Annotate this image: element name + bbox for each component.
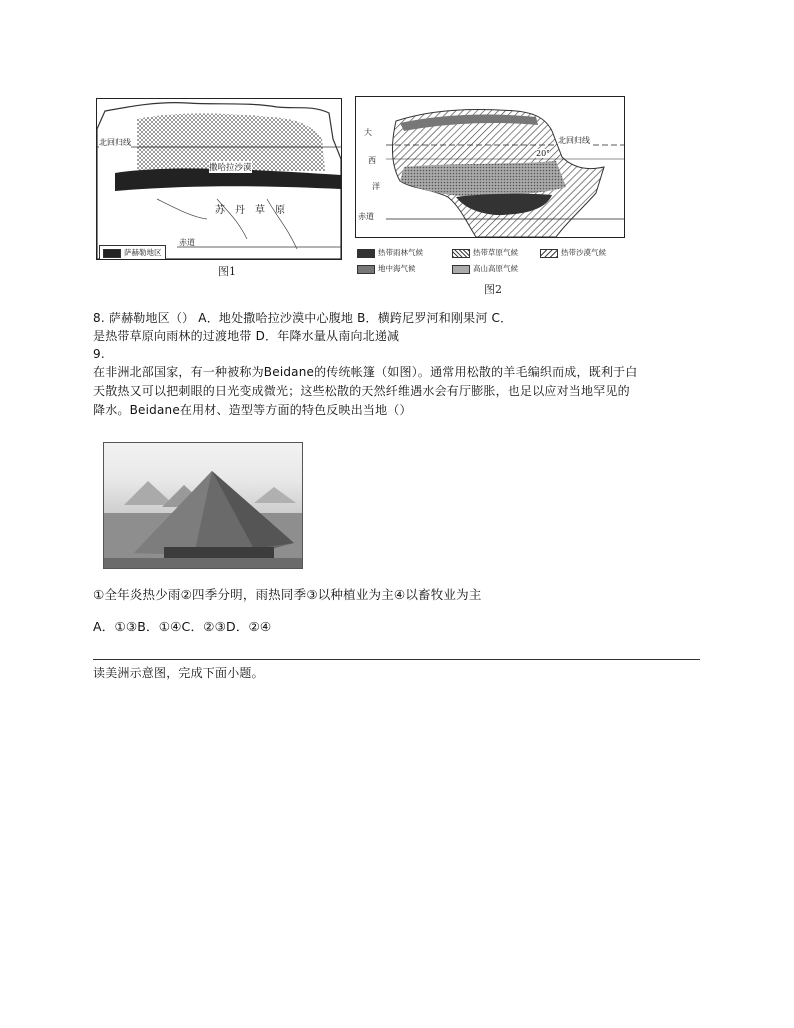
legend-label: 热带雨林气候 xyxy=(378,248,423,257)
legend-desert xyxy=(540,247,606,258)
question9-options: A．①③B．①④C．②③D．②④ xyxy=(93,619,272,634)
equator-label: 赤道 xyxy=(179,238,195,247)
legend-mediterranean xyxy=(357,263,416,274)
tent-illustration xyxy=(104,443,302,568)
legend-savanna xyxy=(452,247,518,258)
next-section-instruction: 读美洲示意图，完成下面小题。 xyxy=(93,666,264,680)
tropic-label: 北回归线 xyxy=(99,138,131,147)
legend-label: 热带沙漠气候 xyxy=(561,248,606,257)
desert-label: 撒哈拉沙漠 xyxy=(209,163,252,173)
question9-line2: 天散热又可以把刺眼的日光变成微光；这些松散的天然纤维遇水会有厅膨胀，也足以应对当地罕见的 xyxy=(93,384,630,398)
legend-highland xyxy=(452,263,518,274)
lat20-label: 20° xyxy=(536,149,551,158)
sahel-swatch xyxy=(103,249,121,258)
figure1-map xyxy=(96,98,342,260)
ocean-label-1: 大 xyxy=(364,128,372,137)
ocean-label-3: 洋 xyxy=(372,182,380,191)
ocean-label-2: 西 xyxy=(368,156,376,165)
figure2-map xyxy=(355,96,625,238)
question9-line1: 在非洲北部国家，有一种被称为Beidane的传统帐篷（如图）。通常用松散的羊毛编织而成，既利于白 xyxy=(93,365,638,379)
africa-sahel-map xyxy=(97,99,341,259)
mediterranean-swatch xyxy=(357,265,375,274)
figure2-caption: 图2 xyxy=(484,283,502,296)
tropic-label-2: 北回归线 xyxy=(558,136,590,145)
question9-line3: 降水。Beidane在用材、造型等方面的特色反映出当地（） xyxy=(93,403,412,417)
desert-swatch xyxy=(540,249,558,258)
equator-label-2: 赤道 xyxy=(358,212,374,221)
africa-climate-map xyxy=(356,97,624,237)
legend-label: 高山高原气候 xyxy=(473,264,518,273)
savanna-swatch xyxy=(452,249,470,258)
savanna-label: 苏 丹 草 原 xyxy=(215,205,285,216)
question9-statements: ①全年炎热少雨②四季分明，雨热同季③以种植业为主④以畜牧业为主 xyxy=(93,587,482,602)
question8-line1: 8. 萨赫勒地区（） A．地处撒哈拉沙漠中心腹地 B．横跨尼罗河和刚果河 C． xyxy=(93,311,513,325)
legend-rainforest xyxy=(357,247,423,258)
rainforest-swatch xyxy=(357,249,375,258)
tent-photo xyxy=(103,442,303,569)
section-divider xyxy=(93,659,700,660)
highland-swatch xyxy=(452,265,470,274)
legend-label: 地中海气候 xyxy=(378,264,416,273)
legend-label: 萨赫勒地区 xyxy=(124,248,162,257)
figure1-caption: 图1 xyxy=(218,265,236,278)
question8-line2: 是热带草原向雨林的过渡地带 D．年降水量从南向北递减 xyxy=(93,329,400,343)
figure1-legend xyxy=(99,245,166,260)
question9-number: 9. xyxy=(93,347,105,361)
legend-label: 热带草原气候 xyxy=(473,248,518,257)
